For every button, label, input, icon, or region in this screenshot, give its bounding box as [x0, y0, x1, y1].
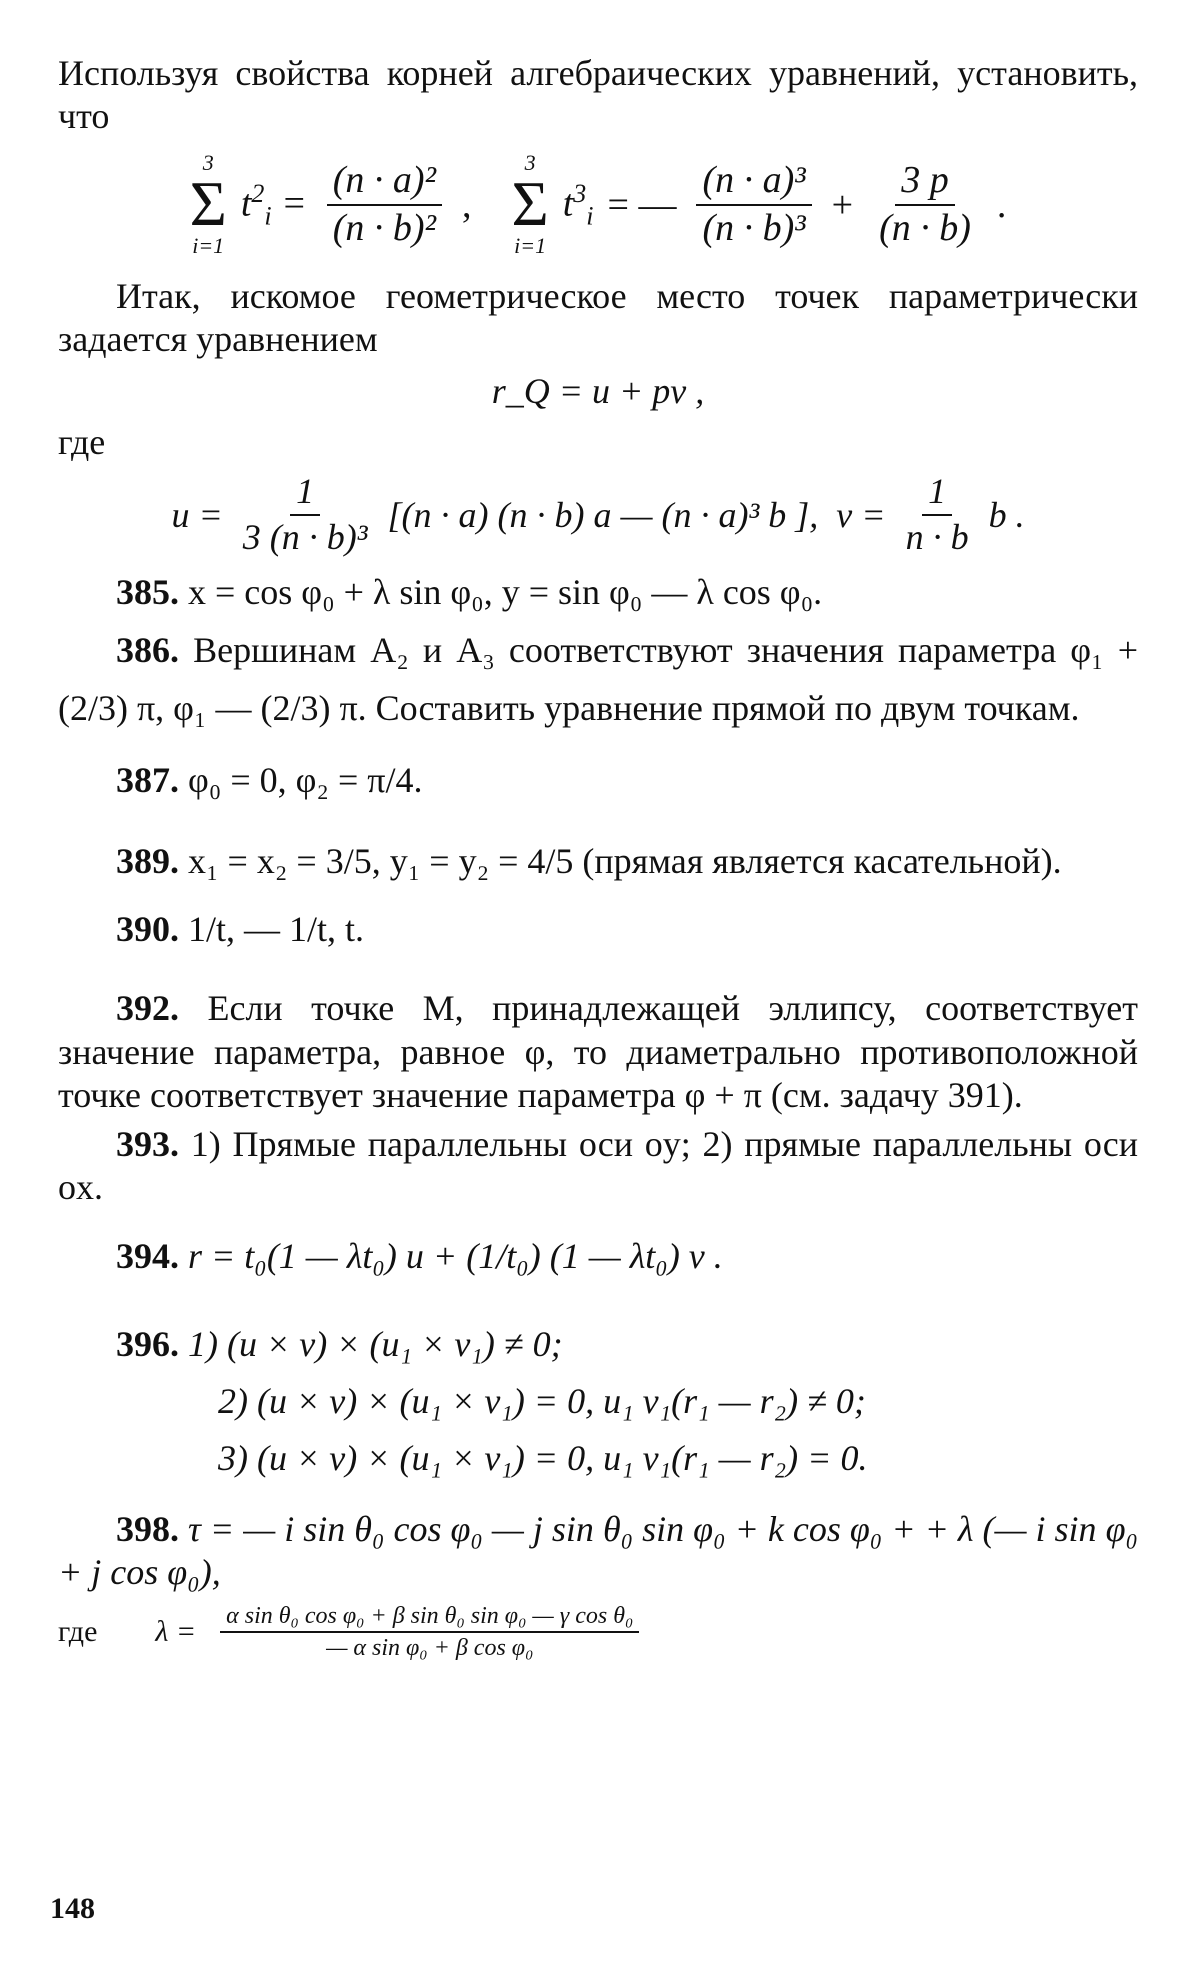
- page-number: 148: [50, 1892, 95, 1925]
- fraction-2: $\frac{\text{(n · a)³}}{\text{(n · b)³}}$: [696, 160, 811, 250]
- sum-term-1: $t^2_i$ =: [240, 178, 307, 230]
- answer-398: 398. τ = — i sin θ₀ cos φ₀ — j sin θ₀ sin φ₀ + k cos φ₀ + + λ (— i sin φ₀ + j cos φ₀),: [58, 1509, 1138, 1593]
- answer-390: 390. 1/t, — 1/t, t.: [116, 909, 365, 950]
- v-fraction: $\frac{1}{n \cdot b}$: [905, 470, 969, 557]
- intro-paragraph: Используя свойства корней алгебраических уравнений, установить, что: [58, 53, 1138, 137]
- sum-operator-2: 3 Σ i=1: [511, 150, 549, 259]
- locus-paragraph: Итак, искомое геометрическое место точек параметрически задается уравнением: [58, 276, 1138, 360]
- page-body: [58, 52, 1138, 1661]
- lambda-line: где λ = $\frac{\text{α sin θ₀ cos φ₀ + β sin θ₀ sin φ₀ — γ cos θ₀}}{\text{— α sin φ₀ + β cos φ₀}}$: [58, 1603, 1138, 1662]
- sum-term-2: $t^3_i$: [562, 178, 594, 230]
- answer-396-2: 2) (u × v) × (u₁ × v₁) = 0, u₁ v₁(r₁ — r₂) ≠ 0;: [218, 1380, 866, 1421]
- where-label: где: [58, 421, 106, 462]
- answer-393: 393. 1) Прямые параллельны оси oy; 2) прямые параллельны оси ox.: [58, 1124, 1138, 1208]
- answer-385: 385. x = cos φ₀ + λ sin φ₀, y = sin φ₀ — λ cos φ₀.: [116, 572, 823, 613]
- answer-389: 389. x₁ = x₂ = 3/5, y₁ = y₂ = 4/5 (прямая является касательной).: [116, 840, 1062, 881]
- uv-formula: u = $\frac{1}{\text{3 (n · b)³}}$ [(n · a) (n · b) a — (n · a)³ b ], v = $\frac{1}{n \cdot b}$ b .: [171, 470, 1025, 557]
- answer-387: 387. φ₀ = 0, φ₂ = π/4.: [116, 760, 423, 801]
- sums-formula: 3 Σ i=1 $t^2_i$ = $\frac{\text{(n · a)²}}{\text{(n · b)²}}$ , 3 Σ i=1 $t^3_i$ = — $\frac{\text{(n · a)³}}{\text{(n · b)³}}$ + $\frac{3 p}{(n \cdot b)}$ .: [189, 150, 1007, 259]
- sum-operator-1: 3 Σ i=1: [189, 150, 227, 259]
- answer-394: 394. r = t₀(1 — λt₀) u + (1/t₀) (1 — λt₀) v .: [116, 1236, 723, 1277]
- fraction-1: $\frac{\text{(n · a)²}}{\text{(n · b)²}}$: [327, 160, 442, 250]
- u-fraction: $\frac{1}{\text{3 (n · b)³}}$: [242, 470, 368, 557]
- answer-396-1: 396. 1) (u × v) × (u₁ × v₁) ≠ 0;: [116, 1323, 563, 1364]
- lambda-fraction: $\frac{\text{α sin θ₀ cos φ₀ + β sin θ₀ sin φ₀ — γ cos θ₀}}{\text{— α sin φ₀ + β cos φ₀}}$: [220, 1603, 639, 1662]
- fraction-3: $\frac{3 p}{(n \cdot b)}$: [879, 158, 971, 249]
- answer-396-3: 3) (u × v) × (u₁ × v₁) = 0, u₁ v₁(r₁ — r₂) = 0.: [218, 1437, 868, 1478]
- answer-392: 392. Если точке M, принадлежащей эллипсу, соответствует значение параметра, равное φ, то диаметрально противоположной точке соответствует значение параметра φ + π (см. задачу 391).: [58, 988, 1138, 1115]
- answer-386: 386. Вершинам A₂ и A₃ соответствуют значения параметра φ₁ + (2/3) π, φ₁ — (2/3) π. Составить уравнение прямой по двум точкам.: [58, 630, 1139, 728]
- rq-formula: r_Q = u + pv ,: [491, 370, 705, 411]
